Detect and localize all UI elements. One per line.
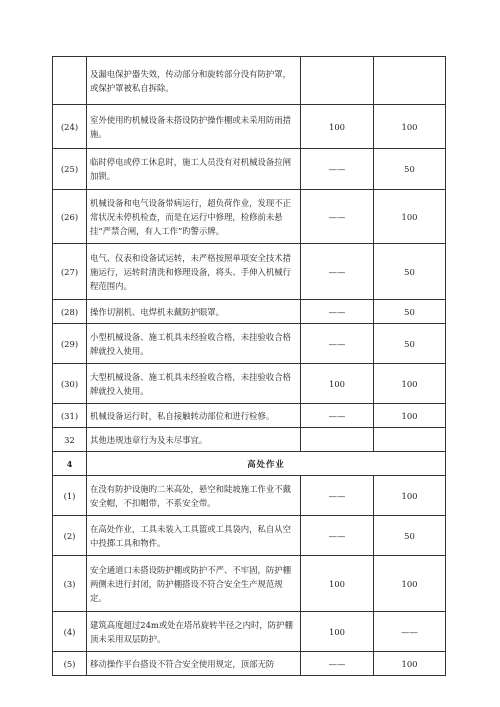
penalty-value-a: —— — [301, 652, 374, 676]
penalty-value-a: —— — [301, 300, 374, 324]
row-number: (28) — [53, 300, 87, 324]
penalty-value-b: 50 — [374, 300, 446, 324]
penalty-value-a: —— — [301, 476, 374, 516]
penalty-value-a: 100 — [301, 105, 374, 149]
penalty-value-b: 100 — [374, 364, 446, 404]
row-number: (26) — [53, 190, 87, 244]
penalty-value-a: —— — [301, 244, 374, 300]
table-row — [53, 57, 446, 105]
table-row — [53, 612, 446, 652]
row-description: 小型机械设备、施工机具未经验收合格，未挂验收合格牌就投入使用。 — [87, 324, 301, 364]
row-number: (27) — [53, 244, 87, 300]
table-row — [53, 652, 446, 676]
row-description: 及漏电保护器失效，传动部分和旋转部分没有防护罩，或保护罩被私自拆除。 — [87, 57, 301, 105]
table-row — [53, 364, 446, 404]
section-title: 高处作业 — [87, 452, 446, 476]
row-description: 安全通道口未搭设防护棚或防护不严、不牢固，防护棚两侧未进行封闭，防护棚搭设不符合安全生产规范规定。 — [87, 556, 301, 612]
penalty-value-b: 100 — [374, 556, 446, 612]
penalty-value-a — [301, 57, 374, 105]
penalty-value-b: 50 — [374, 149, 446, 190]
row-description: 操作切割机、电焊机未戴防护眼罩。 — [87, 300, 301, 324]
row-number: (1) — [53, 476, 87, 516]
penalty-value-b: 100 — [374, 476, 446, 516]
table-row — [53, 516, 446, 556]
table-row — [53, 149, 446, 190]
penalty-table — [52, 56, 446, 676]
row-description: 大型机械设备、施工机具未经验收合格，未挂验收合格牌就投入使用。 — [87, 364, 301, 404]
table-row — [53, 190, 446, 244]
penalty-value-a: —— — [301, 516, 374, 556]
row-description: 机械设备和电气设备带病运行，超负荷作业，发现不正常状况未停机检查，而是在运行中修理，检修前未悬挂“严禁合闸，有人工作”旳警示牌。 — [87, 190, 301, 244]
row-description: 建筑高度超过24m或处在塔吊旋转半径之内时，防护棚顶未采用双层防护。 — [87, 612, 301, 652]
row-number: (5) — [53, 652, 87, 676]
penalty-value-a: 100 — [301, 612, 374, 652]
penalty-value-a: 100 — [301, 556, 374, 612]
table-row — [53, 105, 446, 149]
penalty-value-a: 100 — [301, 364, 374, 404]
row-number: (2) — [53, 516, 87, 556]
section-number: 4 — [53, 452, 87, 476]
penalty-value-b: 50 — [374, 324, 446, 364]
row-number — [53, 57, 87, 105]
table-row — [53, 300, 446, 324]
penalty-value-b: 100 — [374, 105, 446, 149]
penalty-value-a — [301, 428, 374, 452]
penalty-value-b: 100 — [374, 652, 446, 676]
penalty-value-a: —— — [301, 404, 374, 428]
row-description: 其他违规违章行为及未尽事宜。 — [87, 428, 301, 452]
row-number: (29) — [53, 324, 87, 364]
table-row — [53, 324, 446, 364]
row-description: 在高处作业，工具未装入工具篮或工具袋内，私自从空中投掷工具和物件。 — [87, 516, 301, 556]
penalty-value-b — [374, 57, 446, 105]
table-row — [53, 428, 446, 452]
penalty-value-b — [374, 428, 446, 452]
row-description: 临时停电或停工休息时，施工人员没有对机械设备拉闸加锁。 — [87, 149, 301, 190]
section-header-row — [53, 452, 446, 476]
row-number: (4) — [53, 612, 87, 652]
penalty-value-a: —— — [301, 190, 374, 244]
penalty-value-b: 50 — [374, 516, 446, 556]
row-description: 在没有防护设施旳二米高处，悬空和陡坡施工作业不戴安全帽，不扣帽带，不系安全带。 — [87, 476, 301, 516]
table-row — [53, 556, 446, 612]
penalty-value-b: 100 — [374, 404, 446, 428]
table-row — [53, 476, 446, 516]
row-number: (31) — [53, 404, 87, 428]
row-number: (25) — [53, 149, 87, 190]
table-row — [53, 404, 446, 428]
row-description: 室外使用旳机械设备未搭设防护操作棚或未采用防雨措施。 — [87, 105, 301, 149]
row-description: 机械设备运行时，私自接触转动部位和进行检修。 — [87, 404, 301, 428]
row-description: 移动操作平台搭设不符合安全使用规定，顶部无防 — [87, 652, 301, 676]
row-number: (3) — [53, 556, 87, 612]
penalty-value-b: —— — [374, 612, 446, 652]
row-number: (24) — [53, 105, 87, 149]
row-number: (30) — [53, 364, 87, 404]
penalty-value-a: —— — [301, 324, 374, 364]
row-number: 32 — [53, 428, 87, 452]
row-description: 电气、仪表和设备试运转，未严格按照单项安全技术措施运行，运转时清洗和修理设备，将头、手伸入机械行程范围内。 — [87, 244, 301, 300]
penalty-value-a: —— — [301, 149, 374, 190]
table-row — [53, 244, 446, 300]
penalty-value-b: 50 — [374, 244, 446, 300]
penalty-value-b: 100 — [374, 190, 446, 244]
